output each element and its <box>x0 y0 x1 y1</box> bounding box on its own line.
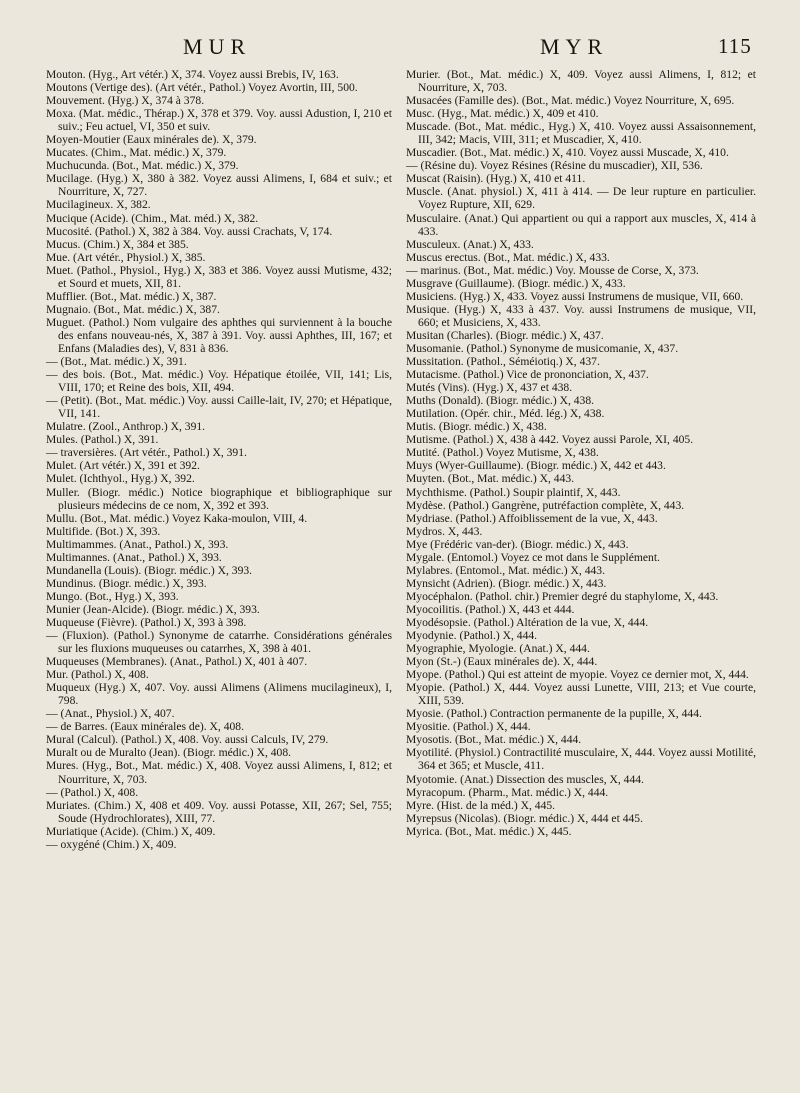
index-entry: Mussitation. (Pathol., Séméiotiq.) X, 437. <box>406 355 600 369</box>
index-entry: — (Bot., Mat. médic.) X, 391. <box>46 355 187 369</box>
index-entry: Mygale. (Entomol.) Voyez ce mot dans le Supplément. <box>406 550 660 564</box>
index-entry: Mundinus. (Biogr. médic.) X, 393. <box>46 576 207 590</box>
index-entry: Muscus erectus. (Bot., Mat. médic.) X, 433. <box>406 250 610 264</box>
index-entry: Myrica. (Bot., Mat. médic.) X, 445. <box>406 824 572 838</box>
index-entry: Muqueuse (Fièvre). (Pathol.) X, 393 à 398. <box>46 615 247 629</box>
index-entry: Mucique (Acide). (Chim., Mat. méd.) X, 382. <box>46 211 259 225</box>
index-entry: Mundanella (Louis). (Biogr. médic.) X, 393. <box>46 563 253 577</box>
index-entry: Mucosité. (Pathol.) X, 382 à 384. Voy. aussi Crachats, V, 174. <box>46 224 333 238</box>
index-entry: Myocoilitis. (Pathol.) X, 443 et 444. <box>406 602 575 616</box>
index-entry: Myotomie. (Anat.) Dissection des muscles, X, 444. <box>406 772 644 786</box>
index-entry: Muralt ou de Muralto (Jean). (Biogr. médic.) X, 408. <box>46 746 292 760</box>
index-entry: Muqueuses (Membranes). (Anat., Pathol.) X, 401 à 407. <box>46 655 308 669</box>
index-entry: Myodynie. (Pathol.) X, 444. <box>406 629 538 643</box>
index-entry: Muguet. (Pathol.) Nom vulgaire des aphthes qui surviennent à la bouche des enfans nouveau-nés, X, 387 à 391. Voy. aussi Aphthes, III, 167; et Enfans (Maladies des), V, 831 à 836. <box>46 315 392 355</box>
index-entry: Myope. (Pathol.) Qui est atteint de myopie. Voyez ce dernier mot, X, 444. <box>406 668 749 682</box>
index-entry: Myracopum. (Pharm., Mat. médic.) X, 444. <box>406 785 609 799</box>
index-entry: Muscade. (Bot., Mat. médic., Hyg.) X, 410. Voyez aussi Assaisonnement, III, 342; Macis, VIII, 311; et Muscadier, X, 410. <box>406 120 756 147</box>
running-head-right: MYR <box>540 34 609 59</box>
index-entry: Mungo. (Bot., Hyg.) X, 393. <box>46 589 179 603</box>
index-entry: Mutis. (Biogr. médic.) X, 438. <box>406 420 547 434</box>
index-entry: — de Barres. (Eaux minérales de). X, 408. <box>46 720 244 734</box>
index-entry: Musculeux. (Anat.) X, 433. <box>406 237 534 251</box>
index-entry: Mulatre. (Zool., Anthrop.) X, 391. <box>46 420 206 434</box>
index-entry: Musomanie. (Pathol.) Synonyme de musicomanie, X, 437. <box>406 341 679 355</box>
index-entry: — oxygéné (Chim.) X, 409. <box>46 837 177 851</box>
index-entry: Mylabres. (Entomol., Mat. médic.) X, 443. <box>406 563 605 577</box>
index-entry: Muriates. (Chim.) X, 408 et 409. Voy. aussi Potasse, XII, 267; Sel, 755; Soude (Hydrochlorates), XIII, 77. <box>46 798 392 825</box>
index-entry: Mures. (Hyg., Bot., Mat. médic.) X, 408. Voyez aussi Alimens, I, 812; et Nourriture, X, 703. <box>46 759 392 786</box>
index-entry: Mullu. (Bot., Mat. médic.) Voyez Kaka-moulon, VIII, 4. <box>46 511 308 525</box>
left-column <box>46 68 392 851</box>
index-entry: Munier (Jean-Alcide). (Biogr. médic.) X, 393. <box>46 602 260 616</box>
index-entry: Mye (Frédéric van-der). (Biogr. médic.) X, 443. <box>406 537 629 551</box>
index-entry: Myrepsus (Nicolas). (Biogr. médic.) X, 444 et 445. <box>406 811 643 825</box>
index-entry: — (Pathol.) X, 408. <box>46 785 139 799</box>
index-entry: — marinus. (Bot., Mat. médic.) Voy. Mousse de Corse, X, 373. <box>406 263 699 277</box>
index-entry: Mouvement. (Hyg.) X, 374 à 378. <box>46 94 205 108</box>
index-entry: Muqueux (Hyg.) X, 407. Voy. aussi Alimens (Alimens mucilagineux), I, 798. <box>46 681 392 708</box>
index-entry: Mucates. (Chim., Mat. médic.) X, 379. <box>46 146 227 160</box>
index-entry: Mural (Calcul). (Pathol.) X, 408. Voy. aussi Calculs, IV, 279. <box>46 733 329 747</box>
index-entry: Mucilage. (Hyg.) X, 380 à 382. Voyez aussi Alimens, I, 684 et suiv.; et Nourriture, X, 727. <box>46 172 392 199</box>
index-entry: Muths (Donald). (Biogr. médic.) X, 438. <box>406 394 595 408</box>
index-entry: Muller. (Biogr. médic.) Notice biographique et bibliographique sur plusieurs médecins de ce nom, X, 392 et 393. <box>46 485 392 512</box>
index-entry: Mouton. (Hyg., Art vétér.) X, 374. Voyez aussi Brebis, IV, 163. <box>46 68 339 81</box>
index-entry: Mutisme. (Pathol.) X, 438 à 442. Voyez aussi Parole, XI, 405. <box>406 433 694 447</box>
index-entry: Murier. (Bot., Mat. médic.) X, 409. Voyez aussi Alimens, I, 812; et Nourriture, X, 703. <box>406 68 756 95</box>
index-entry: Mynsicht (Adrien). (Biogr. médic.) X, 443. <box>406 576 607 590</box>
index-entry: Mugnaio. (Bot., Mat. médic.) X, 387. <box>46 302 220 316</box>
page-number: 115 <box>718 34 752 58</box>
index-entry: Myre. (Hist. de la méd.) X, 445. <box>406 798 556 812</box>
index-entry: — (Anat., Physiol.) X, 407. <box>46 707 175 721</box>
index-entry: Muet. (Pathol., Physiol., Hyg.) X, 383 et 386. Voyez aussi Mutisme, 432; et Sourd et muets, XII, 81. <box>46 263 392 290</box>
index-entry: Musc. (Hyg., Mat. médic.) X, 409 et 410. <box>406 107 599 121</box>
right-column <box>406 68 756 838</box>
index-entry: Myocéphalon. (Pathol. chir.) Premier degré du staphylome, X, 443. <box>406 589 719 603</box>
index-entry: Mydèse. (Pathol.) Gangrène, putréfaction complète, X, 443. <box>406 498 685 512</box>
index-entry: Mutacisme. (Pathol.) Vice de prononciation, X, 437. <box>406 368 649 382</box>
index-entry: Mydriase. (Pathol.) Affoiblissement de la vue, X, 443. <box>406 511 658 525</box>
index-entry: — (Fluxion). (Pathol.) Synonyme de catarrhe. Considérations générales sur les fluxions muqueuses ou catarrhes, X, 398 à 401. <box>46 629 392 656</box>
index-entry: Multifide. (Bot.) X, 393. <box>46 524 161 538</box>
index-entry: Moyen-Moutier (Eaux minérales de). X, 379. <box>46 133 257 147</box>
index-entry: Mulet. (Art vétér.) X, 391 et 392. <box>46 459 200 473</box>
index-entry: Musacées (Famille des). (Bot., Mat. médic.) Voyez Nourriture, X, 695. <box>406 94 735 108</box>
index-entry: Myositie. (Pathol.) X, 444. <box>406 720 531 734</box>
index-entry: Muchucunda. (Bot., Mat. médic.) X, 379. <box>46 159 239 173</box>
index-entry: Myodésopsie. (Pathol.) Altération de la vue, X, 444. <box>406 615 649 629</box>
index-entry: Mutité. (Pathol.) Voyez Mutisme, X, 438. <box>406 446 599 460</box>
index-entry: Myosie. (Pathol.) Contraction permanente de la pupille, X, 444. <box>406 707 702 721</box>
index-entry: Myotilité. (Physiol.) Contractilité musculaire, X, 444. Voyez aussi Motilité, 364 et 365; et Muscle, 411. <box>406 746 756 773</box>
index-entry: Musitan (Charles). (Biogr. médic.) X, 437. <box>406 328 604 342</box>
index-entry: Mufflier. (Bot., Mat. médic.) X, 387. <box>46 289 217 303</box>
index-entry: Muyten. (Bot., Mat. médic.) X, 443. <box>406 472 575 486</box>
index-entry: Mutés (Vins). (Hyg.) X, 437 et 438. <box>406 381 573 395</box>
index-entry: Mychthisme. (Pathol.) Soupir plaintif, X, 443. <box>406 485 621 499</box>
index-entry: Myosotis. (Bot., Mat. médic.) X, 444. <box>406 733 582 747</box>
index-entry: Mules. (Pathol.) X, 391. <box>46 433 159 447</box>
index-entry: Multimammes. (Anat., Pathol.) X, 393. <box>46 537 229 551</box>
index-entry: Muscle. (Anat. physiol.) X, 411 à 414. — De leur rupture en particulier. Voyez Rupture, XII, 629. <box>406 185 756 212</box>
index-entry: — des bois. (Bot., Mat. médic.) Voy. Hépatique étoilée, VII, 141; Lis, VIII, 170; et Reine des bois, XII, 494. <box>46 368 392 395</box>
index-entry: Moxa. (Mat. médic., Thérap.) X, 378 et 379. Voy. aussi Adustion, I, 210 et suiv.; Feu actuel, VI, 350 et suiv. <box>46 107 392 134</box>
index-entry: Muscat (Raisin). (Hyg.) X, 410 et 411. <box>406 172 586 186</box>
index-entry: Musique. (Hyg.) X, 433 à 437. Voy. aussi Instrumens de musique, VII, 660; et Musiciens, X, 433. <box>406 302 756 329</box>
index-entry: Mue. (Art vétér., Physiol.) X, 385. <box>46 250 206 264</box>
index-entry: — (Résine du). Voyez Résines (Résine du muscadier), XII, 536. <box>406 159 703 173</box>
index-entry: Muriatique (Acide). (Chim.) X, 409. <box>46 824 216 838</box>
index-entry: Myographie, Myologie. (Anat.) X, 444. <box>406 642 590 656</box>
index-entry: Musgrave (Guillaume). (Biogr. médic.) X, 433. <box>406 276 626 290</box>
index-entry: Multimannes. (Anat., Pathol.) X, 393. <box>46 550 222 564</box>
index-entry: Myon (St.-) (Eaux minérales de). X, 444. <box>406 655 598 669</box>
index-entry: Muys (Wyer-Guillaume). (Biogr. médic.) X, 442 et 443. <box>406 459 666 473</box>
index-entry: Myopie. (Pathol.) X, 444. Voyez aussi Lunette, VIII, 213; et Vue courte, XIII, 539. <box>406 681 756 708</box>
index-entry: Mur. (Pathol.) X, 408. <box>46 668 149 682</box>
index-entry: Mutilation. (Opér. chir., Méd. lég.) X, 438. <box>406 407 605 421</box>
index-entry: Moutons (Vertige des). (Art vétér., Pathol.) Voyez Avortin, III, 500. <box>46 81 358 95</box>
index-entry: — (Petit). (Bot., Mat. médic.) Voy. aussi Caille-lait, IV, 270; et Hépatique, VII, 141. <box>46 394 392 421</box>
page-header <box>0 34 800 64</box>
index-entry: Mucus. (Chim.) X, 384 et 385. <box>46 237 189 251</box>
index-entry: — traversières. (Art vétér., Pathol.) X, 391. <box>46 446 247 460</box>
running-head-left: MUR <box>183 34 252 59</box>
index-entry: Musculaire. (Anat.) Qui appartient ou qui a rapport aux muscles, X, 414 à 433. <box>406 211 756 238</box>
index-entry: Mydros. X, 443. <box>406 524 483 538</box>
index-entry: Musiciens. (Hyg.) X, 433. Voyez aussi Instrumens de musique, VII, 660. <box>406 289 744 303</box>
index-entry: Mulet. (Ichthyol., Hyg.) X, 392. <box>46 472 195 486</box>
index-entry: Mucilagineux. X, 382. <box>46 198 151 212</box>
index-entry: Muscadier. (Bot., Mat. médic.) X, 410. Voyez aussi Muscade, X, 410. <box>406 146 729 160</box>
